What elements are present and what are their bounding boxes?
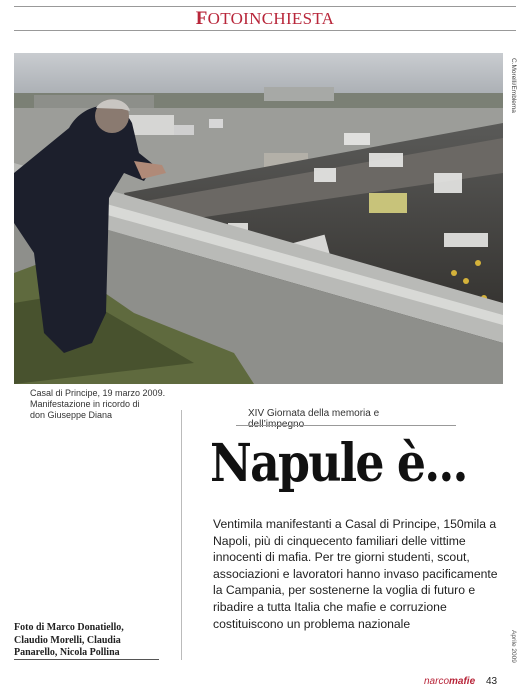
magazine-brand xyxy=(424,676,475,687)
credit-line: Claudio Morelli, Claudia xyxy=(14,634,121,646)
page-footer xyxy=(0,676,530,692)
credits-rule xyxy=(14,659,159,660)
header-rule-top xyxy=(14,6,516,7)
photographers-credit xyxy=(14,622,174,660)
protest-photo-illustration xyxy=(14,53,503,384)
section-title-initial: F xyxy=(195,8,208,29)
brand-part-b: mafie xyxy=(449,676,476,687)
caption-line: Casal di Principe, 19 marzo 2009. xyxy=(30,388,166,398)
credit-line: Foto di Marco Donatiello, xyxy=(14,622,124,633)
protest-photo xyxy=(14,53,503,384)
kicker-rule xyxy=(236,425,456,426)
page-number: 43 xyxy=(486,676,498,687)
event-kicker: XIV Giornata della memoria e dell’impegno xyxy=(248,408,380,430)
photo-caption xyxy=(30,388,200,421)
section-header xyxy=(0,0,530,38)
column-divider xyxy=(181,410,182,660)
section-title xyxy=(0,8,530,30)
article-lead: Ventimila manifestanti a Casal di Principe, 150mila a Napoli, più di cinquecento familiari delle vittime innocenti di mafia. Per tre giorni studenti, scout, associazioni e lavoratori hanno invaso pacificamente la Campania, per sostenerne la voglia di futuro e ribadire a tutta Italia che mafie e corruzione costituiscono un problema nazionale xyxy=(213,517,498,631)
caption-line: Manifestazione in ricordo di xyxy=(30,399,140,409)
header-rule-bottom xyxy=(14,30,516,31)
caption-line: don Giuseppe Diana xyxy=(30,410,113,420)
photo-credit: C.Morelli/Emblema xyxy=(510,58,517,113)
issue-date: Aprile 2009 xyxy=(510,630,517,663)
credit-line: Panarello, Nicola Pollina xyxy=(14,647,120,658)
article-headline: Napule è... xyxy=(210,433,467,494)
brand-part-a: narco xyxy=(424,676,450,687)
section-title-rest: OTOINCHIESTA xyxy=(207,9,335,28)
